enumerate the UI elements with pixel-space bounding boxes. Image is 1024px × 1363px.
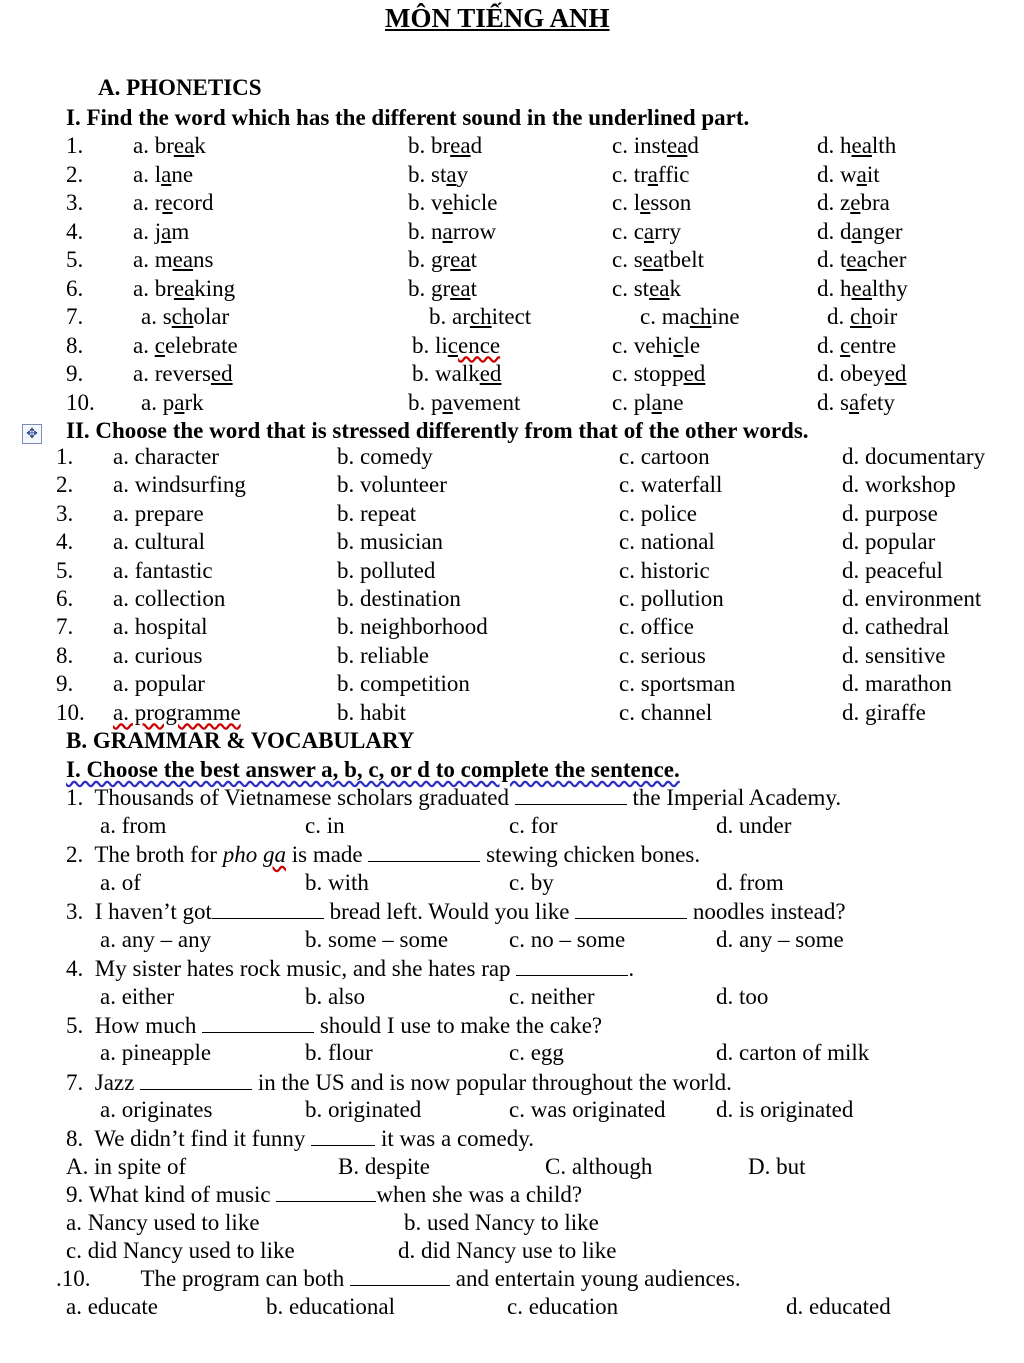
option-d: d. peaceful xyxy=(842,557,943,583)
underlined-part: e xyxy=(640,190,651,215)
option-c: c. seatbelt xyxy=(612,247,704,272)
option-c: c. neither xyxy=(509,984,595,1009)
option-c: c. was originated xyxy=(509,1097,666,1122)
option-b: b. walked xyxy=(412,361,502,386)
underlined-part: ea xyxy=(450,247,471,272)
option-a: a. hospital xyxy=(113,614,208,640)
section-b-heading: B. GRAMMAR & VOCABULARY xyxy=(66,728,415,753)
option-c: c. education xyxy=(507,1294,619,1319)
answer-blank[interactable] xyxy=(515,784,627,805)
option-d: d. safety xyxy=(817,389,895,415)
option-c: c. plane xyxy=(612,389,684,415)
question-4: 4. My sister hates rock music, and she hates rap . xyxy=(66,956,635,981)
option-c: c. cartoon xyxy=(619,444,710,469)
question-number: 2. xyxy=(56,472,74,498)
option-a: a. park xyxy=(141,389,204,415)
question-number: 5. xyxy=(66,247,84,272)
question-8: 8. We didn’t find it funny it was a comedy. xyxy=(66,1126,535,1151)
option-b: b. also xyxy=(305,984,366,1009)
grammar-heading: I. Choose the best answer a, b, c, or d to complete the sentence. xyxy=(66,757,680,782)
option-a: a. popular xyxy=(113,671,205,697)
table-move-handle-icon[interactable]: ✥ xyxy=(22,424,42,444)
option-d: d. zebra xyxy=(817,190,890,215)
option-d: d. health xyxy=(817,133,897,158)
option-b: b. licence xyxy=(412,332,501,358)
option-a: a. means xyxy=(133,247,214,272)
option-b: b. pavement xyxy=(408,389,521,415)
option-b: b. polluted xyxy=(337,557,436,583)
option-b: b. flour xyxy=(305,1040,373,1065)
underlined-part: c xyxy=(840,332,851,358)
option-c: C. although xyxy=(545,1154,653,1179)
option-d: d. giraffe xyxy=(842,699,926,725)
question-number: 7. xyxy=(66,304,84,329)
underlined-part: e xyxy=(442,190,453,215)
option-c: c. did Nancy used to like xyxy=(66,1238,295,1263)
underlined-part: ed xyxy=(479,361,502,386)
underlined-part: ed xyxy=(210,361,233,386)
underlined-part: c xyxy=(673,332,684,358)
option-c: c. instead xyxy=(612,133,699,158)
option-b: b. great xyxy=(408,247,477,272)
option-a: a. collection xyxy=(113,586,226,611)
question-number: 10. xyxy=(56,699,85,725)
option-c: c. machine xyxy=(640,304,740,329)
option-b: b. musician xyxy=(337,529,444,555)
option-a: a. cultural xyxy=(113,529,205,555)
underlined-part: a xyxy=(442,218,453,244)
option-c: c. historic xyxy=(619,557,710,583)
underlined-part: ch xyxy=(171,304,194,329)
option-c: c. traffic xyxy=(612,161,690,187)
option-d: d. environment xyxy=(842,586,982,611)
option-d: d. choir xyxy=(827,304,898,329)
underlined-part: a xyxy=(647,161,658,187)
answer-blank[interactable] xyxy=(202,1012,314,1033)
option-d: d. popular xyxy=(842,529,936,555)
option-c: c. egg xyxy=(509,1040,564,1065)
option-a: a. break xyxy=(133,133,206,158)
option-d: d. sensitive xyxy=(842,642,946,668)
option-d: d. workshop xyxy=(842,472,956,498)
option-b: b. repeat xyxy=(337,500,417,526)
underlined-part: a xyxy=(161,161,172,187)
option-b: b. volunteer xyxy=(337,472,447,498)
underlined-part: c xyxy=(154,332,165,358)
option-b: b. neighborhood xyxy=(337,614,488,640)
option-c: c. steak xyxy=(612,275,681,301)
option-a: a. lane xyxy=(133,161,194,187)
question-number: 1. xyxy=(66,133,84,158)
answer-blank[interactable] xyxy=(311,1125,375,1146)
option-a: a. reversed xyxy=(133,361,233,386)
answer-blank[interactable] xyxy=(350,1265,450,1286)
option-a: a. record xyxy=(133,190,214,215)
question-number: 1. xyxy=(56,444,74,469)
option-b: b. architect xyxy=(429,304,532,329)
question-number: 3. xyxy=(56,500,74,526)
option-c: c. sportsman xyxy=(619,671,736,697)
option-d: d. danger xyxy=(817,218,903,244)
question-number: 2. xyxy=(66,161,84,187)
underlined-part: ea xyxy=(450,133,471,158)
option-d: d. cathedral xyxy=(842,614,950,640)
question-9: 9. What kind of music when she was a child? xyxy=(66,1182,583,1207)
option-b: b. habit xyxy=(337,699,406,725)
option-d: d. from xyxy=(716,870,784,895)
option-d: d. healthy xyxy=(817,275,908,301)
option-c: c. office xyxy=(619,614,694,640)
option-c: c. by xyxy=(509,870,554,895)
underlined-part: e xyxy=(162,190,173,215)
option-c: c. waterfall xyxy=(619,472,723,498)
option-c: c. police xyxy=(619,500,697,526)
underlined-part: ea xyxy=(642,247,664,272)
option-a: a. from xyxy=(100,813,167,838)
option-d: d. too xyxy=(716,984,769,1009)
option-c: c. for xyxy=(509,813,558,838)
underlined-part: ea xyxy=(666,133,688,158)
page-title: MÔN TIẾNG ANH xyxy=(385,3,610,33)
question-number: 8. xyxy=(66,332,84,358)
option-d: d. purpose xyxy=(842,500,938,526)
underlined-part: a xyxy=(643,218,655,244)
question-2: 2. The broth for pho ga is made stewing chicken bones. xyxy=(66,842,701,867)
question-number: 9. xyxy=(56,671,74,697)
option-d: d. teacher xyxy=(817,247,907,272)
option-b: b. bread xyxy=(408,133,483,158)
option-a: a. windsurfing xyxy=(113,472,246,498)
underlined-part: a xyxy=(856,161,867,187)
option-a: a. educate xyxy=(66,1294,158,1319)
option-a: a. of xyxy=(100,870,141,895)
question-5: 5. How much should I use to make the cake? xyxy=(66,1013,603,1038)
option-a: a. prepare xyxy=(113,500,204,526)
underlined-part: e xyxy=(850,190,861,215)
question-number: 10. xyxy=(66,389,95,415)
answer-blank[interactable] xyxy=(368,841,480,862)
option-b: b. competition xyxy=(337,671,470,697)
option-b: b. reliable xyxy=(337,642,429,668)
option-a: a. curious xyxy=(113,642,203,668)
option-d: d. obeyed xyxy=(817,361,907,386)
option-b: b. destination xyxy=(337,586,461,611)
underlined-part: a xyxy=(446,161,457,187)
option-d: d. wait xyxy=(817,161,880,187)
option-d: d. did Nancy use to like xyxy=(398,1238,617,1263)
question-number: 3. xyxy=(66,190,84,215)
option-d: D. but xyxy=(748,1154,806,1179)
option-a: a. breaking xyxy=(133,275,236,301)
option-c: c. vehicle xyxy=(612,332,701,358)
underlined-part: ed xyxy=(884,361,907,386)
underlined-part: ea xyxy=(450,275,471,301)
option-c: c. stopped xyxy=(612,361,706,386)
option-d: d. educated xyxy=(786,1294,891,1319)
question-number: 6. xyxy=(66,275,84,301)
option-c: c. lesson xyxy=(612,190,692,215)
option-b: b. with xyxy=(305,870,369,895)
underlined-part: ea xyxy=(851,133,872,158)
underlined-part: a xyxy=(848,389,860,415)
answer-blank[interactable] xyxy=(516,955,628,976)
question-7: 7. Jazz in the US and is now popular throughout the world. xyxy=(66,1070,732,1095)
question-10: .10. The program can both and entertain young audiences. xyxy=(56,1266,741,1291)
option-a: a. Nancy used to like xyxy=(66,1210,260,1235)
option-c: c. carry xyxy=(612,218,681,244)
option-a: a. pineapple xyxy=(100,1040,212,1065)
option-d: d. under xyxy=(716,813,792,838)
underlined-part: ea xyxy=(846,247,867,272)
option-d: d. marathon xyxy=(842,671,952,697)
question-3: 3. I haven’t got bread left. Would you like noodles instead? xyxy=(66,899,846,924)
question-number: 8. xyxy=(56,642,74,668)
section-a-heading: A. PHONETICS xyxy=(98,75,262,100)
option-a: a. celebrate xyxy=(133,332,238,358)
question-number: 6. xyxy=(56,586,74,611)
phonetics-i-heading: I. Find the word which has the different sound in the underlined part. xyxy=(66,105,750,130)
option-d: d. centre xyxy=(817,332,897,358)
option-d: d. is originated xyxy=(716,1097,854,1122)
question-number: 7. xyxy=(56,614,74,640)
option-b: b. stay xyxy=(408,161,469,187)
option-b: b. comedy xyxy=(337,444,433,469)
option-c: c. serious xyxy=(619,642,706,668)
option-c: c. national xyxy=(619,529,715,555)
option-c: c. pollution xyxy=(619,586,724,611)
option-d: d. documentary xyxy=(842,444,986,469)
underlined-part: ch xyxy=(689,304,712,329)
option-a: a. programme xyxy=(113,699,241,725)
option-b: b. originated xyxy=(305,1097,422,1122)
option-a: a. character xyxy=(113,444,219,469)
option-b: b. educational xyxy=(266,1294,396,1319)
option-a: a. scholar xyxy=(141,304,230,329)
underlined-part: ea xyxy=(649,275,670,301)
underlined-part: ea xyxy=(172,247,194,272)
option-b: b. some – some xyxy=(305,927,449,952)
question-number: 4. xyxy=(66,218,84,244)
question-1: 1. Thousands of Vietnamese scholars graduated the Imperial Academy. xyxy=(66,785,842,810)
underlined-part: a xyxy=(851,218,862,244)
question-number: 9. xyxy=(66,361,84,386)
underlined-part: a xyxy=(442,389,453,415)
underlined-part: c xyxy=(447,332,458,358)
option-d: d. any – some xyxy=(716,927,844,952)
underlined-part: a xyxy=(161,218,172,244)
option-a: a. any – any xyxy=(100,927,212,952)
underlined-part: ea xyxy=(173,275,195,301)
underlined-part: ch xyxy=(850,304,872,329)
underlined-part: ch xyxy=(469,304,492,329)
option-c: c. channel xyxy=(619,699,713,725)
option-b: b. used Nancy to like xyxy=(404,1210,599,1235)
underlined-part: ed xyxy=(683,361,706,386)
option-b: b. narrow xyxy=(408,218,497,244)
option-a: a. fantastic xyxy=(113,557,213,583)
option-a: A. in spite of xyxy=(66,1154,187,1179)
option-d: d. carton of milk xyxy=(716,1040,870,1065)
option-a: a. either xyxy=(100,984,175,1009)
option-b: B. despite xyxy=(338,1154,430,1179)
answer-blank[interactable] xyxy=(212,898,324,919)
answer-blank[interactable] xyxy=(276,1181,376,1202)
option-a: a. jam xyxy=(133,218,190,244)
question-number: 5. xyxy=(56,557,74,583)
option-b: b. great xyxy=(408,275,477,301)
underlined-part: a xyxy=(174,389,185,415)
answer-blank[interactable] xyxy=(575,898,687,919)
option-b: b. vehicle xyxy=(408,190,498,215)
option-b: c. in xyxy=(305,813,345,838)
option-a: a. originates xyxy=(100,1097,213,1122)
underlined-part: a xyxy=(651,389,662,415)
question-number: 4. xyxy=(56,529,74,555)
underlined-part: ea xyxy=(851,275,872,301)
answer-blank[interactable] xyxy=(140,1069,252,1090)
phonetics-ii-heading: II. Choose the word that is stressed differently from that of the other words. xyxy=(66,418,809,443)
option-c: c. no – some xyxy=(509,927,626,952)
underlined-part: ea xyxy=(173,133,195,158)
